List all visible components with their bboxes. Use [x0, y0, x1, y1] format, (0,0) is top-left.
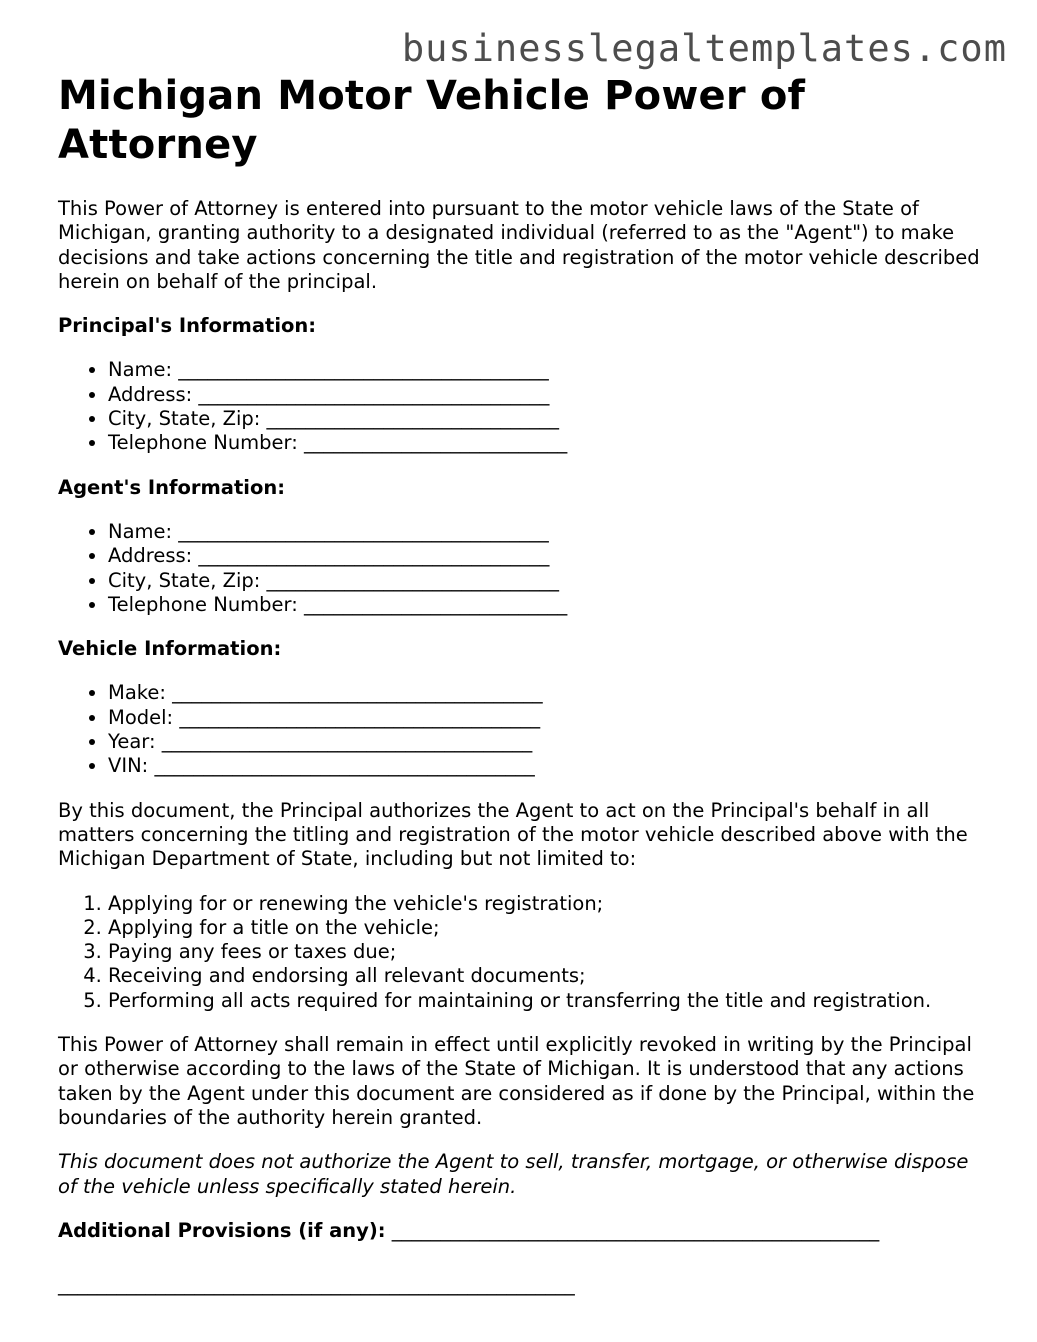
principal-name-field: • Name: ______________________________________ — [108, 358, 988, 382]
watermark: businesslegaltemplates.com — [401, 27, 1007, 70]
principal-phone-field: • Telephone Number: ___________________________ — [108, 431, 988, 455]
principal-city-field: • City, State, Zip: ______________________________ — [108, 407, 988, 431]
duration-paragraph: This Power of Attorney shall remain in effect until explicitly revoked in writing by the Principal or otherwise according to the laws of the State of Michigan. It is understood that any actions taken by the Agent under this document are considered as if done by the Principal, within the boundaries of the authority herein granted. — [58, 1033, 975, 1129]
additional-provisions — [58, 1219, 988, 1243]
agent-fields — [58, 520, 988, 617]
agent-heading: Agent's Information: — [58, 475, 286, 499]
power-item: 1. Applying for or renewing the vehicle's registration; — [108, 892, 988, 916]
vehicle-year-field: • Year: ______________________________________ — [108, 730, 988, 754]
vehicle-vin-field: • VIN: _______________________________________ — [108, 754, 988, 778]
vehicle-make-field: • Make: ______________________________________ — [108, 681, 988, 705]
power-item: 3. Paying any fees or taxes due; — [108, 940, 988, 964]
vehicle-fields — [58, 681, 988, 778]
provisions-second-line: _____________________________________________________ — [58, 1273, 575, 1297]
vehicle-heading: Vehicle Information: — [58, 637, 282, 661]
provisions-label: Additional Provisions (if any): — [58, 1218, 386, 1242]
power-item: 4. Receiving and endorsing all relevant documents; — [108, 964, 988, 988]
agent-city-field: • City, State, Zip: ______________________________ — [108, 569, 988, 593]
power-item: 5. Performing all acts required for maintaining or transferring the title and registration. — [108, 989, 988, 1013]
principal-heading: Principal's Information: — [58, 314, 317, 338]
document-body — [58, 72, 988, 1297]
power-item: 2. Applying for a title on the vehicle; — [108, 916, 988, 940]
intro-paragraph: This Power of Attorney is entered into pursuant to the motor vehicle laws of the State of Michigan, granting authority to a designated individual (referred to as the "Agent") to make decisions and take actions concerning the title and registration of the motor vehicle described herein on behalf of the principal. — [58, 197, 980, 293]
agent-name-field: • Name: ______________________________________ — [108, 520, 988, 544]
principal-address-field: • Address: ____________________________________ — [108, 383, 988, 407]
vehicle-model-field: • Model: _____________________________________ — [108, 706, 988, 730]
provisions-blank: __________________________________________________ — [385, 1218, 880, 1242]
agent-address-field: • Address: ____________________________________ — [108, 544, 988, 568]
principal-fields — [58, 358, 988, 455]
authorization-paragraph: By this document, the Principal authorizes the Agent to act on the Principal's behalf in all matters concerning the titling and registration of the motor vehicle described above with the Michigan Department of State, including but not limited to: — [58, 798, 968, 871]
powers-list — [58, 892, 988, 1013]
limitation-paragraph: This document does not authorize the Agent to sell, transfer, mortgage, or otherwise dispose of the vehicle unless specifically stated herein. — [58, 1150, 969, 1198]
agent-phone-field: • Telephone Number: ___________________________ — [108, 593, 988, 617]
document-title: Michigan Motor Vehicle Power of Attorney — [58, 73, 806, 168]
